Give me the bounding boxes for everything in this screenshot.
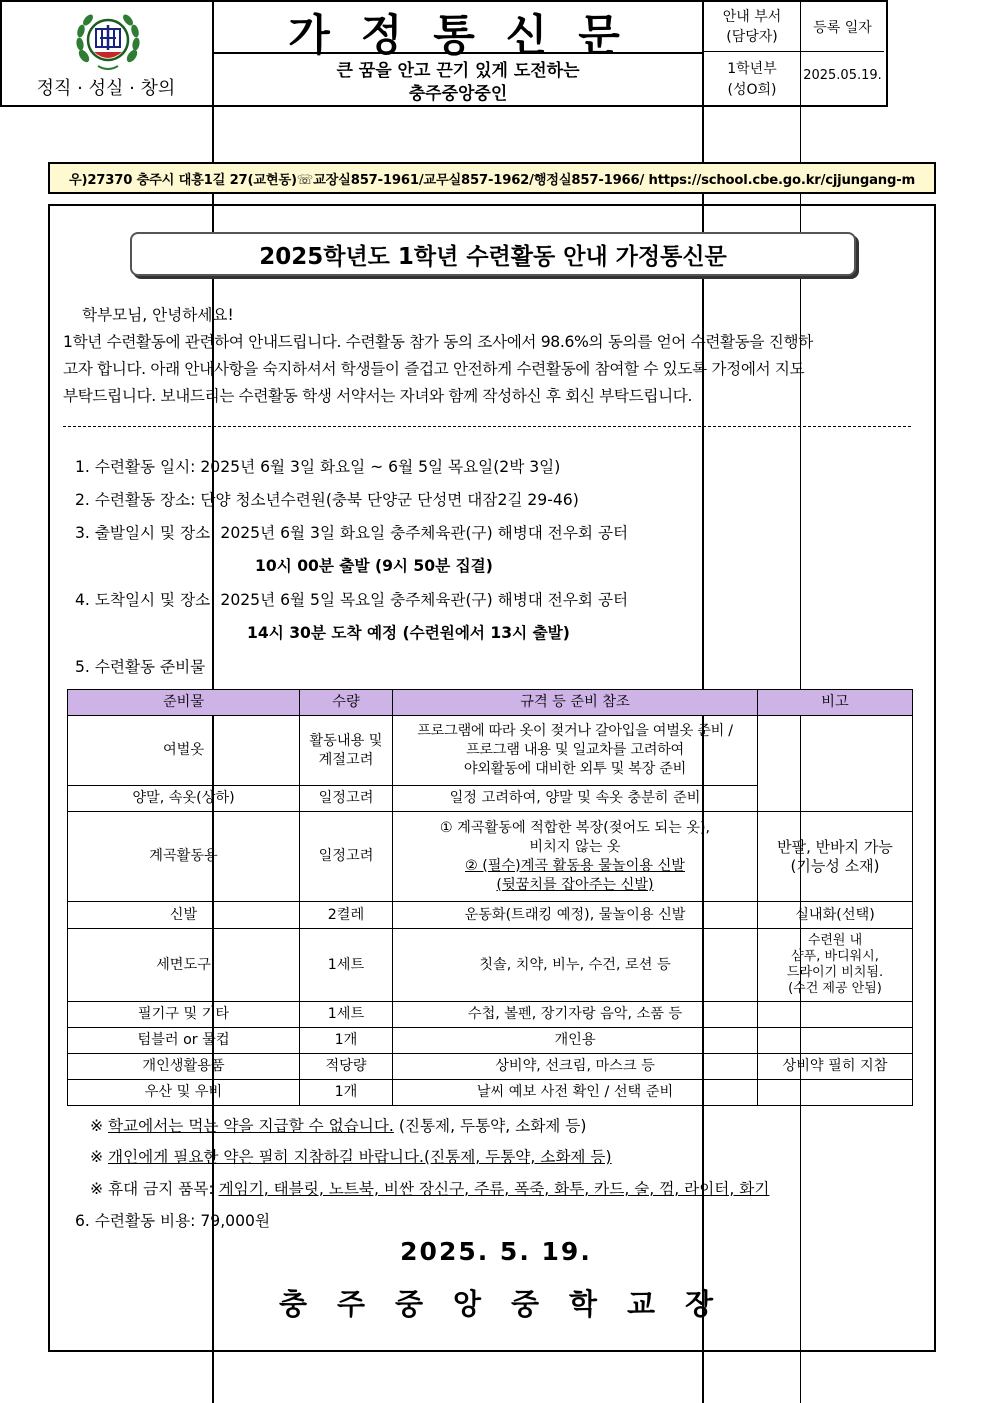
note-cell	[758, 1002, 913, 1028]
item-cell: 우산 및 우비	[68, 1080, 300, 1106]
note-prohibited-items	[90, 1177, 769, 1199]
item-cell: 필기구 및 기타	[68, 1002, 300, 1028]
qty-cell	[300, 716, 393, 786]
supplies-table	[67, 689, 913, 1106]
qty-line: 계절고려	[318, 751, 374, 768]
note-text: (진통제, 두통약, 소화제 등)	[393, 1117, 587, 1135]
item-cell: 세면도구	[68, 929, 300, 1002]
note-line: 반팔, 반바지 가능	[777, 837, 893, 856]
note-cell	[758, 929, 913, 1002]
table-row	[68, 716, 913, 786]
school-address-bar	[48, 162, 936, 194]
ref-line-required: (뒷꿈치를 잡아주는 신발)	[496, 876, 654, 893]
note-emphasis: 학교에서는 먹는 약을 지급할 수 없습니다.	[108, 1117, 394, 1135]
signature-date: 2025. 5. 19.	[400, 1237, 592, 1266]
note-line: 드라이기 비치됨.	[786, 965, 884, 980]
qty-cell: 일정고려	[300, 812, 393, 902]
note-mark: ※	[90, 1117, 104, 1135]
intro-line3: 부탁드립니다. 보내드리는 수련활동 학생 서약서는 자녀와 함께 작성하신 후 회신 부탁드립니다.	[63, 387, 693, 405]
item-cell: 텀블러 or 물컵	[68, 1028, 300, 1054]
header-cell: 수량	[300, 690, 393, 716]
note-cell	[758, 1080, 913, 1106]
table-row	[68, 1002, 913, 1028]
notice-title-banner	[130, 232, 856, 276]
slogan-line1: 큰 꿈을 안고 끈기 있게 도전하는	[336, 61, 580, 81]
qty-cell: 1세트	[300, 1002, 393, 1028]
ref-line: ① 계곡활동에 적합한 복장(젖어도 되는 옷),	[439, 819, 711, 836]
ref-line: 프로그램에 따라 옷이 젖거나 갈아입을 여벌옷 준비 /	[417, 723, 733, 739]
divider	[63, 426, 911, 427]
item-departure-time: 10시 00분 출발 (9시 50분 집결)	[255, 557, 493, 575]
ref-cell: 개인용	[393, 1028, 758, 1054]
slogan-line2: 충주중앙중인	[408, 84, 508, 104]
note-mark: ※	[90, 1180, 104, 1198]
note-emphasis: 게임기, 태블릿, 노트북, 비싼 장신구, 주류, 폭죽, 화투, 카드, 술, 껌, 라이터, 화기	[218, 1180, 770, 1198]
item-cell: 양말, 속옷(상하)	[68, 786, 300, 812]
school-address: 우)27370 충주시 대흥1길 27(교현동)☏교장실857-1961/교무실857-1962/행정실857-1966/ https://school.cbe.go.kr/cjjungang-m	[68, 172, 916, 188]
note-medicine-policy	[90, 1114, 586, 1136]
dept-value: 1학년부	[727, 61, 777, 77]
note-cell	[758, 716, 913, 812]
ref-cell: 상비약, 선크림, 마스크 등	[393, 1054, 758, 1080]
header-cell: 준비물	[68, 690, 300, 716]
note-mark: ※	[90, 1148, 104, 1166]
note-cell	[758, 1028, 913, 1054]
notice-title: 2025학년도 1학년 수련활동 안내 가정통신문	[259, 243, 727, 270]
table-row	[68, 1080, 913, 1106]
intro-line2: 고자 합니다. 아래 안내사항을 숙지하셔서 학생들이 즐겁고 안전하게 수련활동에 참여할 수 있도록 가정에서 지도	[63, 360, 805, 378]
item-cost: 6. 수련활동 비용: 79,000원	[75, 1212, 271, 1230]
letter-header	[0, 0, 888, 107]
item-cell: 계곡활동용	[68, 812, 300, 902]
table-row	[68, 1054, 913, 1080]
note-label: 휴대 금지 품목:	[108, 1180, 219, 1198]
table-row	[68, 902, 913, 929]
dept-label-sub: (담당자)	[726, 29, 778, 45]
table-row	[68, 1028, 913, 1054]
item-arrival-time: 14시 30분 도착 예정 (수련원에서 13시 출발)	[247, 624, 570, 642]
qty-cell: 일정고려	[300, 786, 393, 812]
page-title: 가 정 통 신 문	[288, 11, 628, 61]
item-cell: 개인생활용품	[68, 1054, 300, 1080]
intro-line1: 1학년 수련활동에 관련하여 안내드립니다. 수련활동 참가 동의 조사에서 98.6%의 동의를 얻어 수련활동을 진행하	[63, 333, 813, 351]
school-emblem-icon	[72, 10, 144, 76]
note-line: 샴푸, 바디워시,	[791, 949, 879, 964]
note-emphasis: 개인에게 필요한 약은 필히 지참하길 바랍니다.(진통제, 두통약, 소화제 등)	[108, 1148, 612, 1166]
ref-cell: 일정 고려하여, 양말 및 속옷 충분히 준비	[393, 786, 758, 812]
ref-line-required: ② (필수)계곡 활동용 물놀이용 신발	[465, 857, 685, 874]
ref-cell	[393, 812, 758, 902]
item-supplies-heading: 5. 수련활동 준비물	[75, 658, 206, 676]
note-cell	[758, 812, 913, 902]
date-label: 등록 일자	[813, 20, 872, 36]
dept-value-sub: (성O희)	[727, 82, 777, 98]
note-cell: 실내화(선택)	[758, 902, 913, 929]
qty-cell: 1세트	[300, 929, 393, 1002]
header-cell: 비고	[758, 690, 913, 716]
item-departure: 3. 출발일시 및 장소: 2025년 6월 3일 화요일 충주체육관(구) 해병대 전우회 공터	[75, 524, 629, 542]
ref-line: 프로그램 내용 및 일교차를 고려하여	[466, 742, 684, 758]
table-header-row	[68, 690, 913, 716]
signature-school: 충주중앙중학교장	[278, 1287, 744, 1321]
header-cell: 규격 등 준비 참조	[393, 690, 758, 716]
dept-label: 안내 부서	[722, 9, 782, 25]
date-value: 2025.05.19.	[803, 68, 882, 83]
item-cell: 신발	[68, 902, 300, 929]
item-cell: 여벌옷	[68, 716, 300, 786]
qty-cell: 1개	[300, 1028, 393, 1054]
note-line: (수건 제공 안됨)	[788, 981, 882, 996]
item-arrival: 4. 도착일시 및 장소: 2025년 6월 5일 목요일 충주체육관(구) 해병대 전우회 공터	[75, 591, 629, 609]
table-row	[68, 929, 913, 1002]
note-line: 수련원 내	[807, 933, 863, 948]
note-line: (기능성 소재)	[790, 856, 880, 875]
ref-line: 야외활동에 대비한 외투 및 복장 준비	[463, 761, 687, 777]
qty-cell: 적당량	[300, 1054, 393, 1080]
school-motto: 정직 · 성실 · 창의	[36, 78, 176, 99]
ref-cell: 칫솔, 치약, 비누, 수건, 로션 등	[393, 929, 758, 1002]
ref-cell: 운동화(트래킹 예정), 물놀이용 신발	[393, 902, 758, 929]
item-place: 2. 수련활동 장소: 단양 청소년수련원(충북 단양군 단성면 대잠2길 29-46)	[75, 491, 579, 509]
ref-cell: 수첩, 볼펜, 장기자랑 음악, 소품 등	[393, 1002, 758, 1028]
qty-line: 활동내용 및	[309, 732, 383, 749]
ref-cell	[393, 716, 758, 786]
table-row	[68, 812, 913, 902]
note-cell: 상비약 필히 지참	[758, 1054, 913, 1080]
qty-cell: 1개	[300, 1080, 393, 1106]
ref-line: 비치지 않는 옷	[529, 838, 621, 855]
ref-cell: 날씨 예보 사전 확인 / 선택 준비	[393, 1080, 758, 1106]
item-schedule: 1. 수련활동 일시: 2025년 6월 3일 화요일 ~ 6월 5일 목요일(2박 3일)	[75, 458, 561, 476]
note-bring-medicine	[90, 1145, 612, 1167]
qty-cell: 2켤레	[300, 902, 393, 929]
greeting: 학부모님, 안녕하세요!	[82, 306, 234, 324]
